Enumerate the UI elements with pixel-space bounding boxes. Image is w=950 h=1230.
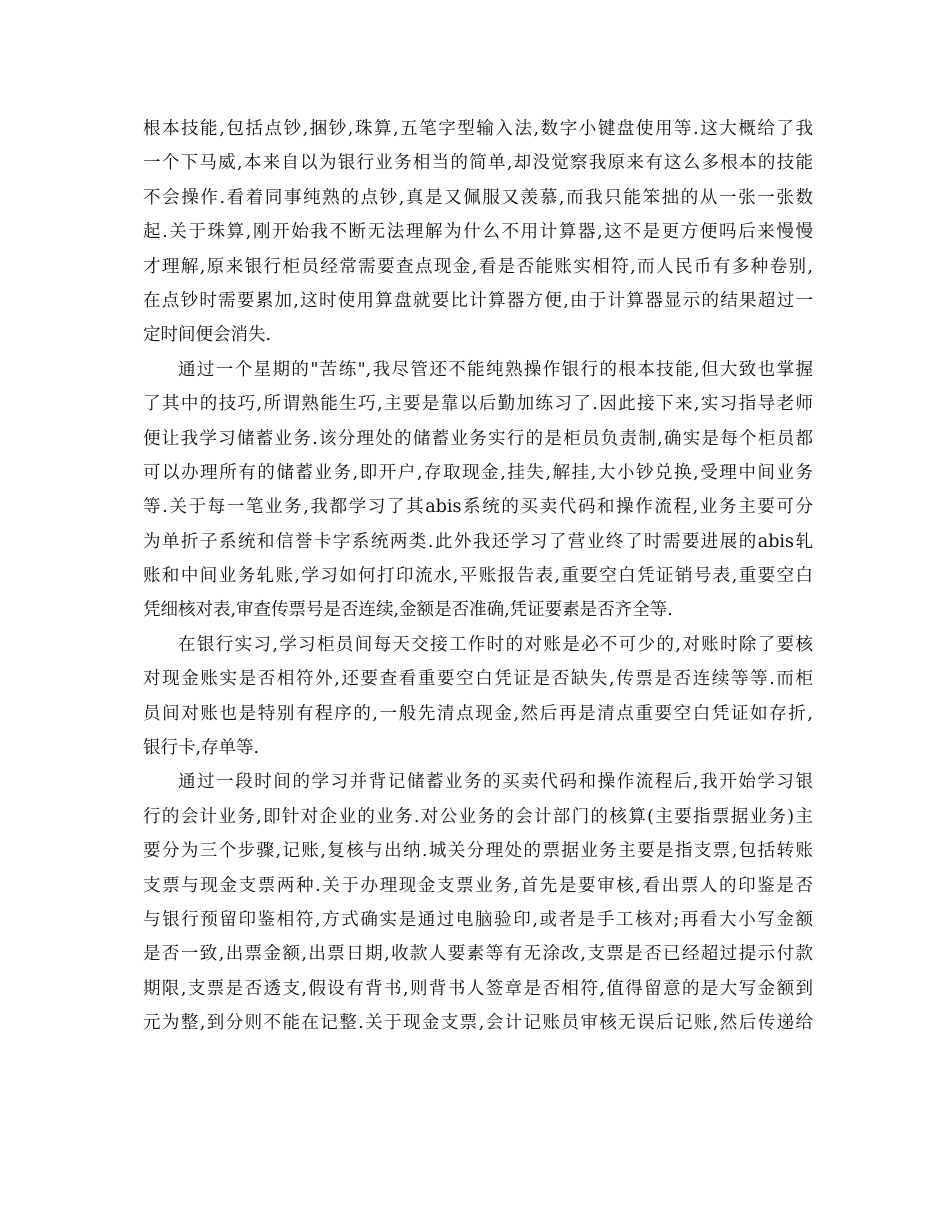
text-line: 才理解,原来银行柜员经常需要查点现金,看是否能账实相符,而人民币有多种卷别, (143, 256, 813, 277)
text-line: 不会操作.看着同事纯熟的点钞,真是又佩服又羡慕,而我只能笨拙的从一张一张数 (143, 187, 813, 208)
text-line: 支票与现金支票两种.关于办理现金支票业务,首先是要审核,看出票人的印鉴是否 (143, 875, 813, 896)
text-line: 便让我学习储蓄业务.该分理处的储蓄业务实行的是柜员负责制,确实是每个柜员都 (143, 428, 813, 449)
text-line: 要分为三个步骤,记账,复核与出纳.城关分理处的票据业务主要是指支票,包括转账 (143, 841, 813, 862)
text-line: 银行卡,存单等. (143, 738, 260, 759)
text-line: 通过一段时间的学习并背记储蓄业务的买卖代码和操作流程后,我开始学习银 (178, 772, 813, 793)
text-line: 员间对账也是特别有程序的,一般先清点现金,然后再是清点重要空白凭证如存折, (143, 703, 813, 724)
text-line: 定时间便会消失. (143, 325, 272, 346)
text-line: 对现金账实是否相符外,还要查看重要空白凭证是否缺失,传票是否连续等等.而柜 (143, 669, 813, 690)
text-line: 一个下马威,本来自以为银行业务相当的简单,却没觉察我原来有这么多根本的技能 (143, 153, 813, 174)
document-body (143, 112, 813, 1041)
text-line: 根本技能,包括点钞,捆钞,珠算,五笔字型输入法,数字小键盘使用等.这大概给了我 (143, 119, 813, 139)
text-line: 等.关于每一笔业务,我都学习了其abis系统的买卖代码和操作流程,业务主要可分 (143, 497, 813, 518)
text-line: 可以办理所有的储蓄业务,即开户,存取现金,挂失,解挂,大小钞兑换,受理中间业务 (143, 462, 813, 483)
text-line: 通过一个星期的"苦练",我尽管还不能纯熟操作银行的根本技能,但大致也掌握 (178, 359, 813, 380)
text-line: 在银行实习,学习柜员间每天交接工作时的对账是必不可少的,对账时除了要核 (178, 634, 813, 655)
text-line: 是否一致,出票金额,出票日期,收款人要素等有无涂改,支票是否已经超过提示付款 (143, 944, 813, 965)
text-line: 元为整,到分则不能在记整.关于现金支票,会计记账员审核无误后记账,然后传递给 (143, 1013, 813, 1034)
text-line: 期限,支票是否透支,假设有背书,则背书人签章是否相符,值得留意的是大写金额到 (143, 978, 813, 999)
text-line: 账和中间业务轧账,学习如何打印流水,平账报告表,重要空白凭证销号表,重要空白 (143, 566, 813, 587)
text-line: 行的会计业务,即针对企业的业务.对公业务的会计部门的核算(主要指票据业务)主 (143, 806, 813, 827)
text-line: 起.关于珠算,刚开始我不断无法理解为什么不用计算器,这不是更方便吗后来慢慢 (143, 222, 813, 243)
text-line: 了其中的技巧,所谓熟能生巧,主要是靠以后勤加练习了.因此接下来,实习指导老师 (143, 394, 813, 415)
text-line: 为单折子系统和信誉卡字系统两类.此外我还学习了营业终了时需要进展的abis轧 (143, 531, 813, 552)
text-line: 凭细核对表,审查传票号是否连续,金额是否准确,凭证要素是否齐全等. (143, 600, 673, 621)
text-line: 在点钞时需要累加,这时使用算盘就要比计算器方便,由于计算器显示的结果超过一 (143, 290, 813, 311)
text-line: 与银行预留印鉴相符,方式确实是通过电脑验印,或者是手工核对;再看大小写金额 (143, 909, 813, 930)
